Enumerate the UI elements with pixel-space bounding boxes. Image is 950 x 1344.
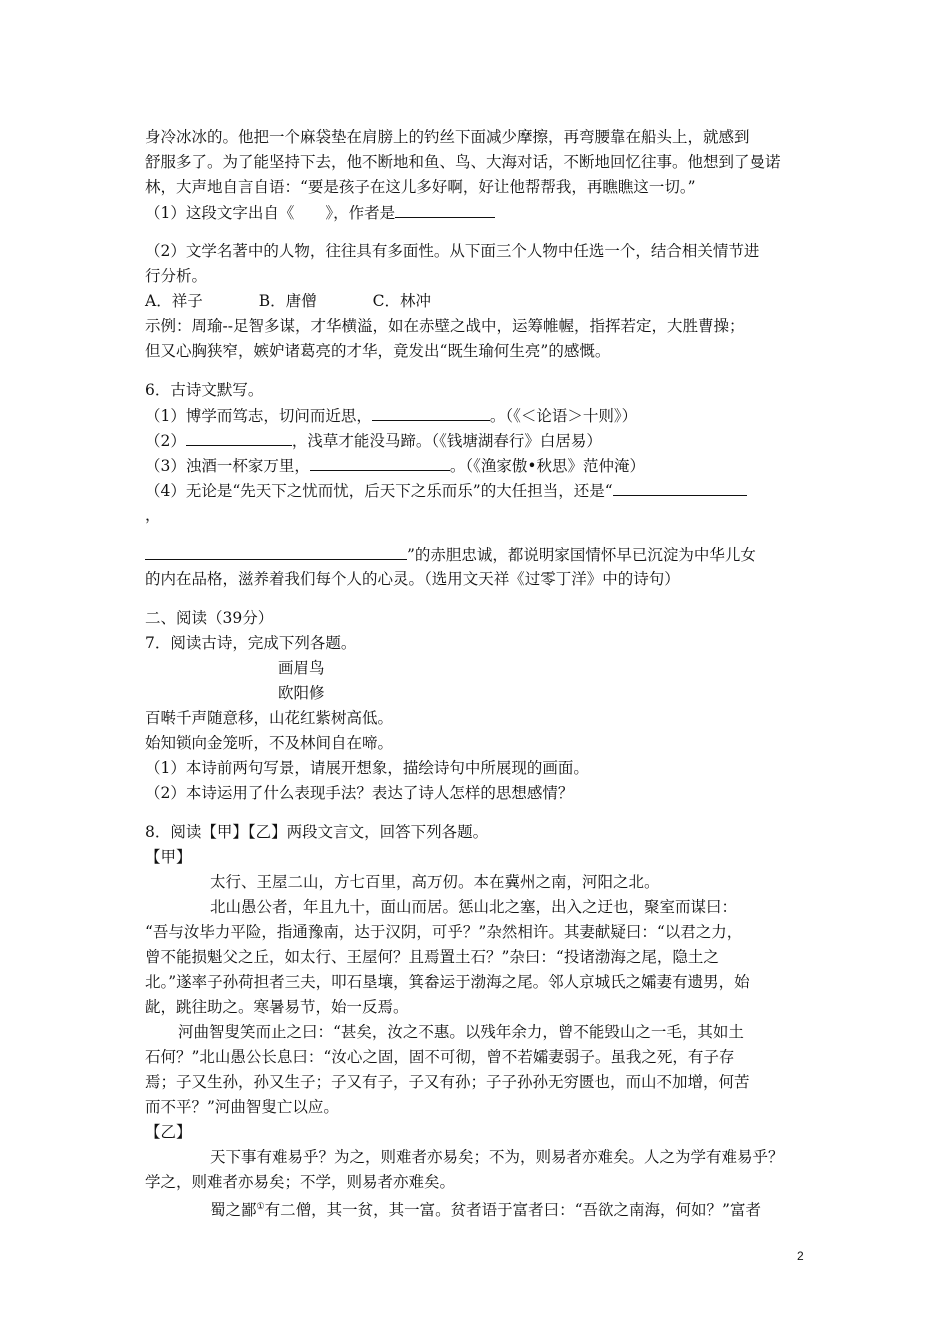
question-line bbox=[145, 455, 645, 476]
paragraph-line: 身冷冰冰的。他把一个麻袋垫在肩膀上的钓丝下面减少摩擦，再弯腰靠在船头上，就感到 bbox=[145, 128, 750, 146]
question-line: 的内在品格，滋养着我们每个人的心灵。（选用文天祥《过零丁洋》中的诗句） bbox=[145, 570, 680, 588]
passage-line: 而不平？”河曲智叟亡以应。 bbox=[145, 1098, 339, 1116]
question-text: （4）无论是“先天下之忧而忧，后天下之乐而乐”的大任担当，还是“ bbox=[145, 482, 613, 500]
question-line: （1）本诗前两句写景，请展开想象，描绘诗句中所展现的画面。 bbox=[145, 759, 589, 777]
poem-author: 欧阳修 bbox=[278, 684, 325, 702]
question-line bbox=[145, 405, 637, 426]
question-heading: 7．阅读古诗，完成下列各题。 bbox=[145, 634, 357, 652]
question-line bbox=[145, 480, 747, 501]
passage-label-yi: 【乙】 bbox=[145, 1123, 192, 1141]
passage-line bbox=[210, 1197, 761, 1220]
answer-blank[interactable] bbox=[310, 455, 450, 471]
question-text: （3）浊酒一杯家万里， bbox=[145, 457, 310, 475]
question-line bbox=[145, 544, 756, 565]
comma: ， bbox=[145, 506, 161, 524]
passage-line: 北山愚公者，年且九十，面山而居。惩山北之塞，出入之迂也，聚室而谋曰： bbox=[210, 898, 738, 916]
answer-blank[interactable] bbox=[372, 405, 490, 421]
poem-line: 百啭千声随意移，山花红紫树高低。 bbox=[145, 709, 394, 727]
question-text: ”的赤胆忠诚，都说明家国情怀早已沉淀为中华儿女 bbox=[407, 546, 756, 564]
passage-line: 焉；子又生孙，孙又生子；子又有子，子又有孙；子子孙孙无穷匮也，而山不加增，何苦 bbox=[145, 1073, 750, 1091]
section-heading: 二、阅读（39分） bbox=[145, 609, 274, 627]
passage-line: 天下事有难易乎？为之，则难者亦易矣；不为，则易者亦难矣。人之为学有难易乎？ bbox=[210, 1148, 784, 1166]
question-line bbox=[145, 202, 495, 223]
question-heading: 8．阅读【甲】【乙】两段文言文，回答下列各题。 bbox=[145, 823, 489, 841]
option-b: B．唐僧 bbox=[258, 292, 317, 310]
passage-text: 有二僧，其一贫，其一富。贫者语于富者曰：“吾欲之南海，何如？”富者 bbox=[264, 1201, 761, 1220]
question-text: （1）博学而笃志，切问而近思， bbox=[145, 407, 372, 425]
question-text: 。（《渔家傲•秋思》范仲淹） bbox=[449, 457, 646, 475]
question-line: 行分析。 bbox=[145, 267, 208, 285]
footnote-marker: ① bbox=[256, 1202, 265, 1212]
answer-blank[interactable] bbox=[395, 202, 495, 218]
passage-line: 太行、王屋二山，方七百里，高万仞。本在冀州之南，河阳之北。 bbox=[210, 873, 660, 891]
question-text: （2） bbox=[145, 432, 186, 450]
question-line: （2）文学名著中的人物，往往具有多面性。从下面三个人物中任选一个，结合相关情节进 bbox=[145, 242, 760, 260]
section-heading: 6．古诗文默写。 bbox=[145, 381, 264, 399]
question-text: （1）这段文字出自《 》，作者是 bbox=[145, 204, 396, 222]
passage-line: “吾与汝毕力平险，指通豫南，达于汉阴，可乎？”杂然相许。其妻献疑曰：“以君之力， bbox=[145, 923, 743, 941]
example-line: 但又心胸狭窄，嫉妒诸葛亮的才华，竟发出“既生瑜何生亮”的感慨。 bbox=[145, 342, 611, 360]
option-c: C．林冲 bbox=[372, 292, 431, 310]
page-number: 2 bbox=[797, 1249, 804, 1263]
passage-line: 石何？”北山愚公长息曰：“汝心之固，固不可彻，曾不若孀妻弱子。虽我之死，有子存 bbox=[145, 1048, 735, 1066]
example-line: 示例：周瑜--足智多谋，才华横溢，如在赤壁之战中，运筹帷幄，指挥若定，大胜曹操； bbox=[145, 317, 745, 335]
passage-line: 龀，跳往助之。寒暑易节，始一反焉。 bbox=[145, 998, 409, 1016]
question-text: 。（《＜论语＞十则》） bbox=[489, 407, 638, 425]
option-a: A．祥子 bbox=[145, 292, 203, 310]
passage-line: 北。”遂率子孙荷担者三夫，叩石垦壤，箕畚运于渤海之尾。邻人京城氏之孀妻有遗男，始 bbox=[145, 973, 750, 991]
answer-blank[interactable] bbox=[145, 544, 407, 560]
passage-text: 蜀之鄙 bbox=[210, 1201, 257, 1220]
passage-line: 曾不能损魁父之丘，如太行、王屋何？且焉置土石？”杂曰：“投诸渤海之尾，隐土之 bbox=[145, 948, 719, 966]
question-text: ，浅草才能没马蹄。（《钱塘湖春行》白居易） bbox=[291, 432, 602, 450]
options-line bbox=[145, 291, 431, 311]
paragraph-line: 林，大声地自言自语：“要是孩子在这儿多好啊，好让他帮帮我，再瞧瞧这一切。” bbox=[145, 178, 696, 196]
passage-line: 河曲智叟笑而止之曰：“甚矣，汝之不惠。以残年余力，曾不能毁山之一毛，其如土 bbox=[178, 1023, 744, 1041]
poem-title: 画眉鸟 bbox=[278, 659, 325, 677]
question-line: （2）本诗运用了什么表现手法？表达了诗人怎样的思想感情？ bbox=[145, 784, 574, 802]
paragraph-line: 舒服多了。为了能坚持下去，他不断地和鱼、鸟、大海对话，不断地回忆往事。他想到了曼诺 bbox=[145, 153, 781, 171]
answer-blank[interactable] bbox=[613, 480, 747, 496]
poem-line: 始知锁向金笼听，不及林间自在啼。 bbox=[145, 734, 394, 752]
question-line bbox=[145, 430, 602, 451]
passage-label-jia: 【甲】 bbox=[145, 848, 192, 866]
answer-blank[interactable] bbox=[186, 430, 292, 446]
passage-line: 学之，则难者亦易矣；不学，则易者亦难矣。 bbox=[145, 1173, 456, 1191]
